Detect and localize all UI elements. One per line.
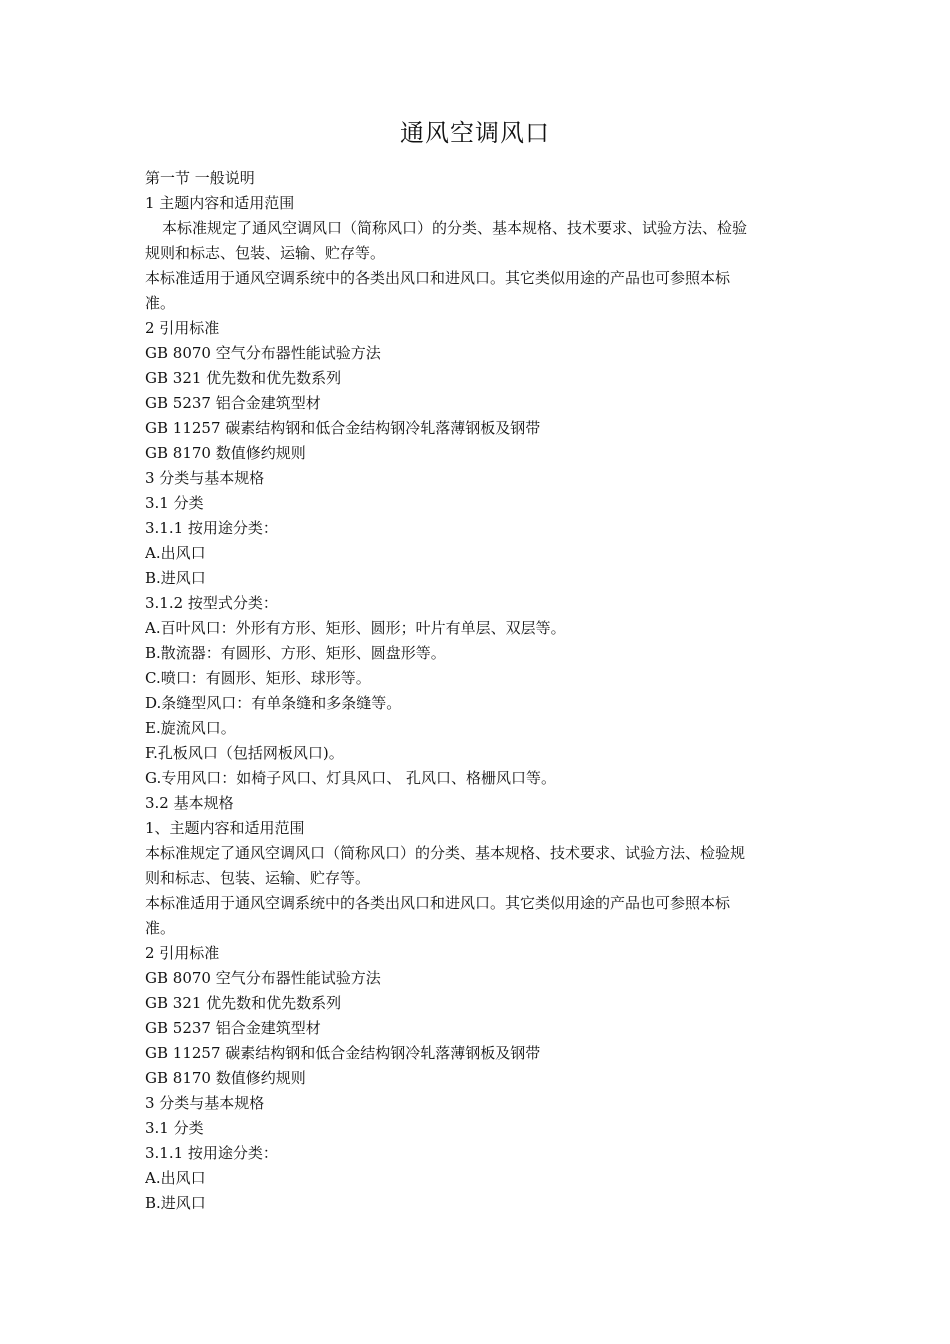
text-line: 3.1 分类: [145, 494, 204, 512]
text-line: 3.1.2 按型式分类：: [145, 594, 278, 612]
text-line: GB 8170 数值修约规则: [145, 1069, 306, 1087]
text-line: 3.1.1 按用途分类：: [145, 519, 278, 537]
document-title: 通风空调风口: [400, 119, 550, 147]
text-line: E.旋流风口。: [145, 719, 236, 737]
text-line: 1、主题内容和适用范围: [145, 819, 305, 837]
text-line: 规则和标志、包装、运输、贮存等。: [145, 244, 386, 262]
text-line: GB 321 优先数和优先数系列: [145, 994, 342, 1012]
text-line: GB 5237 铝合金建筑型材: [145, 394, 321, 412]
text-line: 2 引用标准: [145, 944, 220, 962]
text-line: A.百叶风口：外形有方形、矩形、圆形；叶片有单层、双层等。: [145, 619, 566, 637]
text-line: 3 分类与基本规格: [145, 469, 265, 487]
text-line: 本标准规定了通风空调风口（简称风口）的分类、基本规格、技术要求、试验方法、检验规: [145, 844, 746, 862]
text-line: 3.1 分类: [145, 1119, 204, 1137]
text-line: 本标准适用于通风空调系统中的各类出风口和进风口。其它类似用途的产品也可参照本标: [145, 269, 731, 287]
text-line: GB 8070 空气分布器性能试验方法: [145, 344, 381, 362]
text-line: B.进风口: [145, 569, 206, 587]
text-line: GB 5237 铝合金建筑型材: [145, 1019, 321, 1037]
text-line: GB 8170 数值修约规则: [145, 444, 306, 462]
text-line: GB 11257 碳素结构钢和低合金结构钢冷轧落薄钢板及钢带: [145, 419, 541, 437]
text-line: GB 11257 碳素结构钢和低合金结构钢冷轧落薄钢板及钢带: [145, 1044, 541, 1062]
text-line: 准。: [145, 919, 176, 937]
text-line: D.条缝型风口：有单条缝和多条缝等。: [145, 694, 402, 712]
document-body: [145, 166, 815, 1216]
text-line: C.喷口：有圆形、矩形、球形等。: [145, 669, 371, 687]
text-line: 3 分类与基本规格: [145, 1094, 265, 1112]
text-line: B.进风口: [145, 1194, 206, 1212]
text-line: 准。: [145, 294, 176, 312]
text-line: 本标准规定了通风空调风口（简称风口）的分类、基本规格、技术要求、试验方法、检验: [162, 219, 748, 237]
text-line: 本标准适用于通风空调系统中的各类出风口和进风口。其它类似用途的产品也可参照本标: [145, 894, 731, 912]
text-line: GB 8070 空气分布器性能试验方法: [145, 969, 381, 987]
text-line: 2 引用标准: [145, 319, 220, 337]
text-line: 1 主题内容和适用范围: [145, 194, 295, 212]
text-line: 3.1.1 按用途分类：: [145, 1144, 278, 1162]
text-line: 第一节 一般说明: [145, 169, 255, 187]
text-line: 则和标志、包装、运输、贮存等。: [145, 869, 371, 887]
text-line: G.专用风口：如椅子风口、灯具风口、 孔风口、格栅风口等。: [145, 769, 556, 787]
text-line: A.出风口: [145, 1169, 206, 1187]
text-line: GB 321 优先数和优先数系列: [145, 369, 342, 387]
text-line: 3.2 基本规格: [145, 794, 234, 812]
text-line: A.出风口: [145, 544, 206, 562]
text-line: F.孔板风口（包括网板风口)。: [145, 744, 344, 762]
text-line: B.散流器：有圆形、方形、矩形、圆盘形等。: [145, 644, 446, 662]
